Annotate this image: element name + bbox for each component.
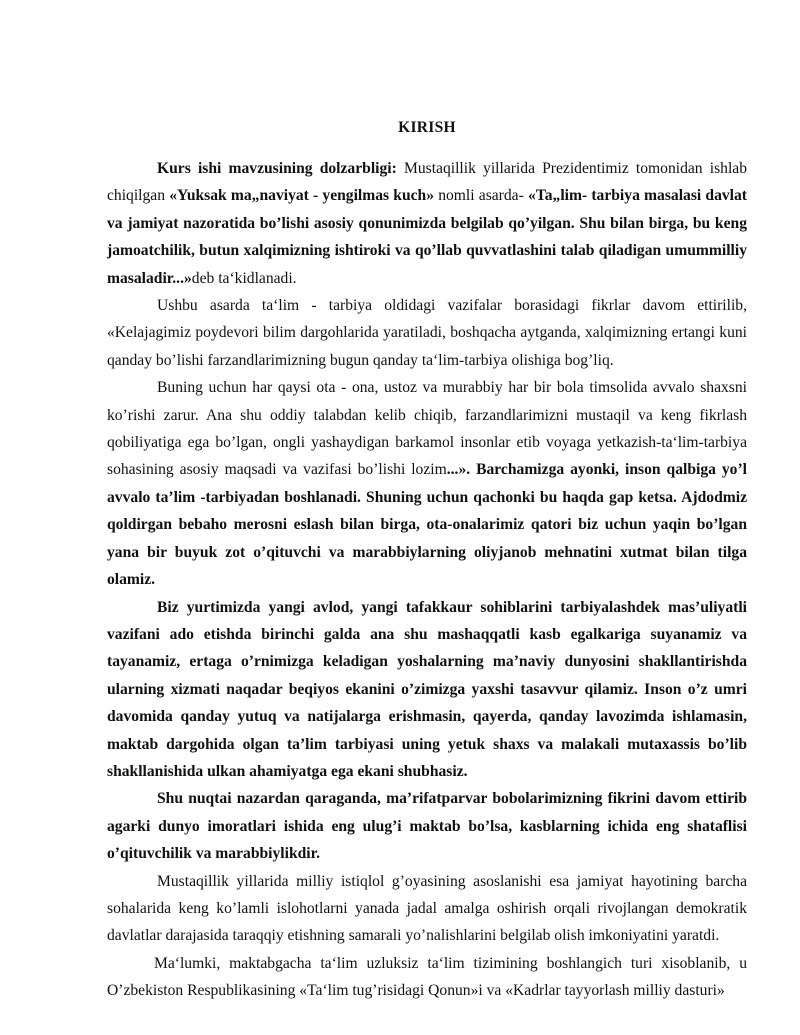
paragraph-1: [107, 155, 747, 292]
paragraph-2: Ushbu asarda ta‘lim - tarbiya oldidagi vazifalar borasidagi fikrlar davom ettirilib, «Kelajagimiz poydevori bilim dargohlarida yaratiladi, boshqacha aytganda, xalqimizning ertangi kuni qanday bo’lishi farzandlarimizning bugun qanday ta‘lim-tarbiya olishiga bog’liq.: [107, 297, 747, 369]
bold-text: Shu nuqtai nazardan qaraganda, ma’rifatparvar bobolarimizning fikrini davom ettirib agarki dunyo imoratlari ishida eng ulug’i maktab bo’lsa, kasblarning ichida eng shataflisi o’qituvchilik va marabbiylikdir.: [107, 790, 747, 863]
paragraph-7: Ma‘lumki, maktabgacha ta‘lim uzluksiz ta‘lim tizimining boshlangich turi xisoblanib, u O’zbekiston Respublikasining «Ta‘lim tug’risidagi Qonun»i va «Kadrlar tayyorlash milliy dasturi»: [107, 954, 747, 1000]
bold-text: Biz yurtimizda yangi avlod, yangi tafakkaur sohiblarini tarbiyalashdek mas’uliyatli vazifani ado etishda birinchi galda ana shu mashaqqatli kasb egalkariga suyanamiz va tayanamiz, ertaga o’rnimizga keladigan yoshalarning ma’naviy dunyosini shakllantirishda ularning xizmati naqadar beqiyos ekanini o’zimizga yaxshi tasavvur qilamiz. Inson o’z umri davomida qanday yutuq va natijalarga erishmasin, qayerda, qanday lavozimda ishlamasin, maktab dargohida olgan ta’lim tarbiyasi uning yetuk shaxs va malakali mutaxassis bo’lib shakllanishida ulkan ahamiyatga ega ekani shubhasiz.: [107, 598, 747, 780]
bold-heading: Kurs ishi mavzusining dolzarbligi:: [157, 160, 397, 177]
text-span: deb ta‘kidlanadi.: [191, 269, 297, 287]
document-body: [107, 155, 747, 1005]
page-title: KIRISH: [398, 119, 456, 136]
bold-quote: «Ta„lim- tarbiya masalasi davlat va jamiyat nazoratida bo’lishi asosiy qonunimizda belgilab qo’yilgan. Shu bilan birga, bu keng jamoatchilik, butun xalqimizning ishtiroki va qo’llab quvvatlashini talab qiladigan umummilliy masaladir...»: [107, 187, 747, 287]
bold-text: ...». Barchamizga ayonki, inson qalbiga yo’l avvalo ta’lim -tarbiyadan boshlanadi. Shuning uchun qachonki bu haqda gap ketsa. Ajdodmiz qoldirgan bebaho merosni eslash bilan birga, ota-onalarimiz qatori biz uchun yaqin bo’lgan yana bir buyuk zot o’qituvchi va marabbiylarning oliyjanob mehnatini xutmat bilan tilga olamiz.: [107, 461, 747, 589]
paragraph-6: Mustaqillik yillarida milliy istiqlol g’oyasining asoslanishi esa jamiyat hayotining barcha sohalarida keng ko’lamli islohotlarni yanada jadal amalga oshirish orqali rivojlangan demokratik davlatlar darajasida taraqqiy etishning samarali yo’nalishlarini belgilab olish imkoniyatini yaratdi.: [107, 872, 747, 945]
bold-quote-title: «Yuksak ma„naviyat - yengilmas kuch»: [169, 187, 435, 205]
text-span: nomli asarda-: [434, 187, 528, 205]
paragraph-4: [107, 594, 747, 786]
text-span: Buning uchun har qaysi ota - ona, ustoz va murabbiy har bir bola timsolida avvalo shaxsni ko’rishi zarur. Ana shu oddiy talabdan kelib chiqib, farzandlarimizni mustaqil va keng fikrlash qobiliyatiga ega bo’lgan, ongli yashaydigan barkamol insonlar etib voyaga yetkazish-ta‘lim-tarbiya sohasining asosiy maqsadi va vazifasi bo’lishi lozim: [107, 379, 747, 479]
paragraph-3: [107, 374, 747, 593]
text-span: Mustaqillik yillarida Prezidentimiz tomonidan ishlab chiqilgan: [107, 160, 747, 205]
paragraph-5: [107, 785, 747, 867]
